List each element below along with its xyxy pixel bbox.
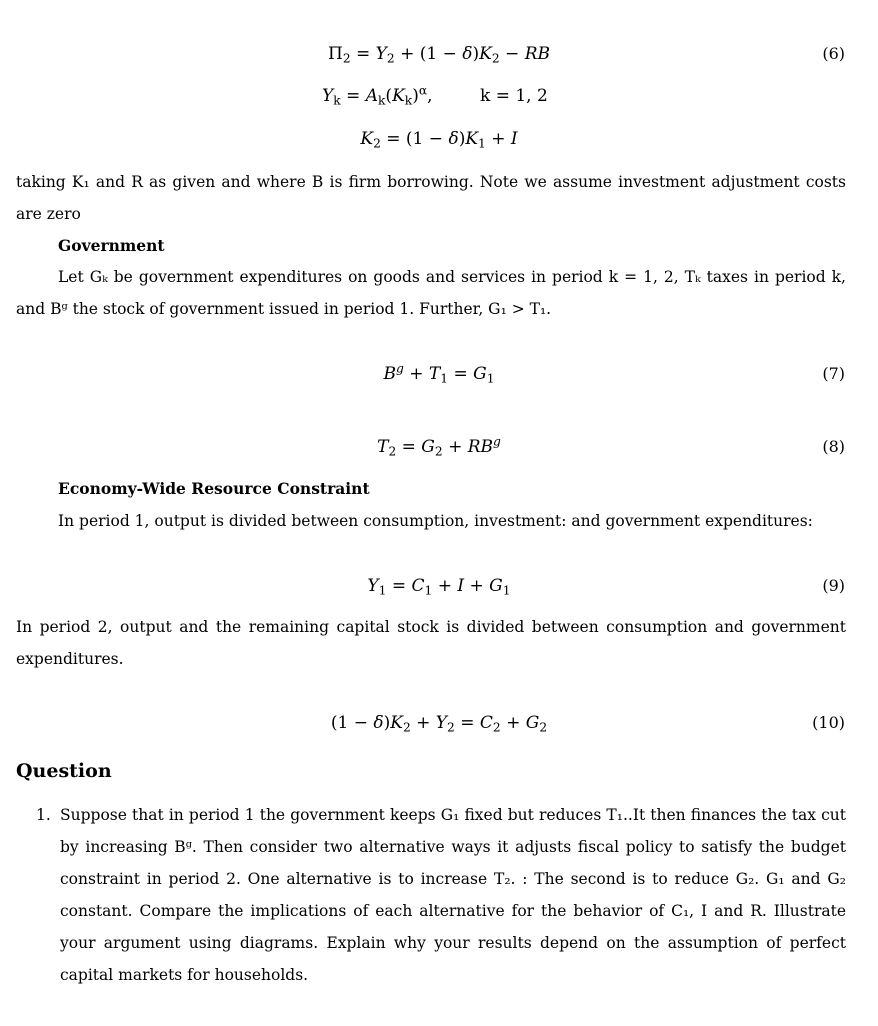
equation-9-number: (9) (822, 576, 845, 595)
equation-10-number: (10) (812, 713, 845, 732)
equation-6-expression: $\Pi_2 = Y_2 + (1 - \delta)K_2$ − RB (327, 44, 551, 66)
equation-10-expression: $(1 - \delta)K_2 + Y_2 = C_2 + G_2$ (330, 713, 548, 735)
question-title: Question (16, 760, 112, 782)
equation-10 (0, 711, 878, 735)
equation-capital (0, 127, 878, 151)
question-item-text: Suppose that in period 1 the government keeps G₁ fixed but reduces T₁..It then finances the tax cut by increasing Bᵍ. Then consider two alternative ways it adjusts fiscal policy to satisfy the budget constraint in period 2. One alternative is to increase T₂. : The second is to reduce G₂. G₁ and G₂ constant. Compare the implications of each alternative for the behavior of C₁, I and R. Illustrate your argument using diagrams. Explain why your results depend on the assumption of perfect capital markets for households. (60, 806, 846, 984)
equation-8-expression: $T_2 = G_2 + RB^g$ (377, 434, 501, 459)
equation-production (0, 84, 878, 108)
capital-expression: $K_2 = (1 - \delta)K_1 + I$ (360, 129, 518, 151)
equation-6 (0, 42, 878, 66)
equation-7-number: (7) (822, 364, 845, 383)
equation-9 (0, 574, 878, 598)
equation-7 (0, 362, 878, 386)
equation-8-number: (8) (822, 437, 845, 456)
equation-6-number: (6) (822, 44, 845, 63)
period-2-paragraph: In period 2, output and the remaining capital stock is divided between consumption and government expenditures. (16, 618, 846, 668)
question-item-number: 1. (36, 806, 51, 824)
equation-8 (0, 435, 878, 459)
firm-note-paragraph: taking K₁ and R as given and where B is firm borrowing. Note we assume investment adjustment costs are zero (16, 173, 846, 223)
equation-9-expression: $Y_1 = C_1 + I + G_1$ (367, 576, 511, 598)
production-expression: $Y_k = A_k(K_k)^\alpha$, (322, 83, 433, 108)
government-heading: Government (58, 236, 165, 255)
resource-constraint-heading: Economy-Wide Resource Constraint (58, 479, 370, 498)
government-paragraph: Let Gₖ be government expenditures on goods and services in period k = 1, 2, Tₖ taxes in period k, and Bᵍ the stock of government issued in period 1. Further, G₁ > T₁. (16, 268, 846, 318)
equation-7-expression: $B^g + T_1 = G_1$ (383, 361, 495, 386)
production-condition: k = 1, 2 (480, 86, 548, 106)
period-1-paragraph: In period 1, output is divided between consumption, investment: and government expenditures: (58, 512, 813, 530)
